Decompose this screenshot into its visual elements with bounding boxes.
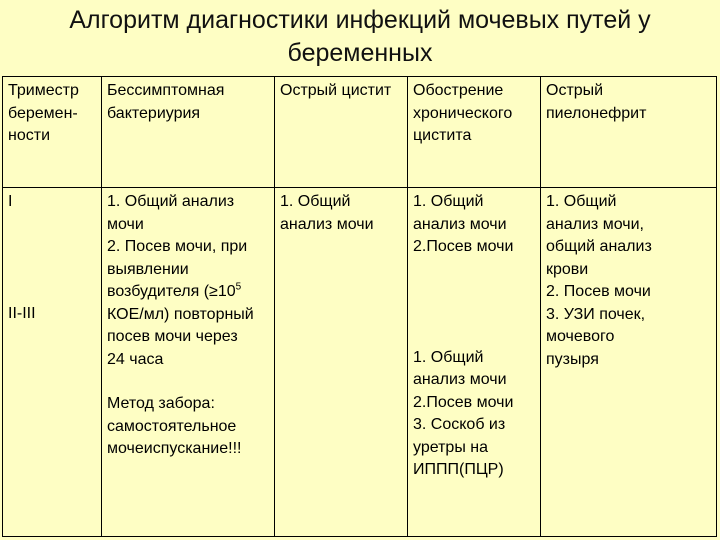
bacteriuria-steps-part-2: КОЕ/мл) повторный посев мочи через 24 часа (107, 305, 254, 368)
bacteriuria-method: Метод забора: самостоятельное мочеиспускание!!! (107, 395, 242, 457)
header-trimester: Триместр беремен- ности (3, 77, 102, 188)
header-bacteriuria: Бессимптомная бактериурия (102, 77, 275, 188)
table-row (3, 188, 717, 537)
header-acute-cystitis: Острый цистит (275, 77, 408, 188)
trimester-cell (3, 188, 102, 537)
acute-cystitis-cell: 1. Общий анализ мочи (275, 188, 408, 537)
trimester-1-label: I (8, 193, 13, 210)
bacteriuria-cell (102, 188, 275, 537)
pyelonephritis-cell: 1. Общий анализ мочи, общий анализ крови 2. Посев мочи 3. УЗИ почек, мочевого пузыря (541, 188, 717, 537)
page-title (40, 4, 680, 70)
diagnostics-table (2, 76, 717, 537)
chronic-cystitis-cell (408, 188, 541, 537)
bacteriuria-steps (107, 191, 270, 371)
header-pyelonephritis: Острый пиелонефрит (541, 77, 717, 188)
bacteriuria-exponent: 5 (235, 281, 242, 293)
bacteriuria-steps-part-1: 1. Общий анализ мочи 2. Посев мочи, при выявлении возбудителя (≥10 (107, 193, 248, 300)
header-chronic-cystitis: Обострение хронического цистита (408, 77, 541, 188)
trimester-2-label: II-III (8, 305, 36, 322)
chronic-cystitis-trimester-1: 1. Общий анализ мочи 2.Посев мочи (413, 193, 514, 255)
title-line-1: Алгоритм диагностики инфекций мочевых путей у (69, 6, 651, 34)
table-header-row (3, 77, 717, 188)
title-line-2: беременных (287, 39, 433, 67)
chronic-cystitis-trimester-2: 1. Общий анализ мочи 2.Посев мочи 3. Соскоб из уретры на ИППП(ПЦР) (413, 348, 514, 478)
